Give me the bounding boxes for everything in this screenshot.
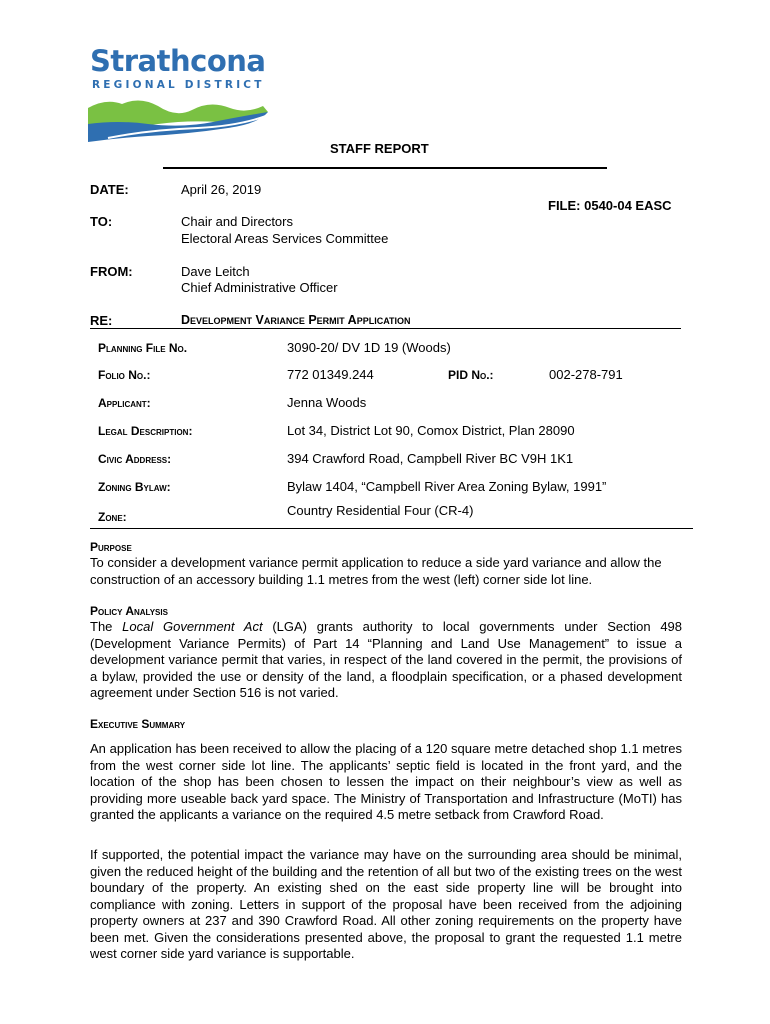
purpose-text: To consider a development variance permit application to reduce a side yard variance and allow the construction of an accessory building 1.1 metres from the west (left) corner side lot line.: [90, 555, 662, 587]
civic-address-value: 394 Crawford Road, Campbell River BC V9H 1K1: [287, 451, 574, 466]
planning-file-value: 3090-20/ DV 1D 19 (Woods): [287, 340, 451, 355]
logo-landscape-graphic: [88, 94, 273, 142]
planning-file-label: Planning File No.: [98, 341, 188, 355]
policy-text-rest: (LGA) grants authority to local governments under Section 498 (Development Variance Permits) of Part 14 “Planning and Land Use Management” to issue a development variance permit that varies, in respect of the land covered in the permit, the provisions of a bylaw, provided the use or density of the land, a floodplain specification, or a phased development agreement under Section 516 is not varied.: [90, 619, 683, 700]
folio-label: Folio No.:: [98, 368, 151, 382]
zone-label: Zone:: [98, 510, 127, 524]
date-label: DATE:: [90, 182, 129, 197]
applicant-label: Applicant:: [98, 396, 151, 410]
organization-logo: [88, 44, 273, 144]
logo-subtitle: REGIONAL DISTRICT: [92, 79, 265, 91]
act-title: Local Government Act: [122, 619, 263, 634]
title-rule: [163, 167, 607, 169]
executive-summary-paragraph-1: An application has been received to allow the placing of a 120 square metre detached shop 1.1 metres from the west corner side lot line. The applicants’ septic field is located in the front yard, and the location of the shop has been chosen to lessen the impact on their neighbour’s view as well as providing more useable back yard space. The Ministry of Transportation and Infrastructure (MoTI) has granted the applicants a variance on the required 4.5 metre setback from Crawford Road.: [90, 741, 682, 822]
folio-value: 772 01349.244: [287, 367, 374, 382]
logo-name: Strathcona: [90, 44, 266, 78]
civic-address-label: Civic Address:: [98, 452, 172, 466]
zoning-bylaw-value: Bylaw 1404, “Campbell River Area Zoning Bylaw, 1991”: [287, 479, 607, 494]
legal-description-value: Lot 34, District Lot 90, Comox District, Plan 28090: [287, 423, 575, 438]
zone-value: Country Residential Four (CR-4): [287, 503, 474, 518]
policy-text-prefix: The: [90, 619, 123, 634]
legal-description-label: Legal Description:: [98, 424, 193, 438]
re-value: Development Variance Permit Application: [181, 313, 411, 327]
pid-label: PID No.:: [448, 368, 494, 382]
to-label: TO:: [90, 214, 113, 229]
from-line-2: Chief Administrative Officer: [181, 280, 338, 295]
policy-heading: Policy Analysis: [90, 604, 168, 618]
pid-value: 002-278-791: [549, 367, 623, 382]
from-label: FROM:: [90, 264, 133, 279]
report-title: STAFF REPORT: [330, 141, 429, 156]
executive-summary-paragraph-2: If supported, the potential impact the variance may have on the surrounding area should be minimal, given the reduced height of the building and the retention of all but two of the existing trees on the west boundary of the property. An existing shed on the east side property line will be brought into compliance with zoning. Letters in support of the proposal have been received from the adjoining property owners at 237 and 390 Crawford Road. All other zoning requirements on the property have been met. Given the considerations presented above, the proposal to grant the requested 1.1 metre west corner side yard variance is supportable.: [90, 847, 682, 961]
policy-text: [90, 619, 682, 702]
zoning-bylaw-label: Zoning Bylaw:: [98, 480, 171, 494]
applicant-value: Jenna Woods: [287, 395, 367, 410]
executive-summary-heading: Executive Summary: [90, 717, 186, 731]
file-number: FILE: 0540-04 EASC: [548, 198, 672, 213]
to-line-1: Chair and Directors: [181, 214, 293, 229]
re-label: RE:: [90, 313, 113, 328]
date-value: April 26, 2019: [181, 182, 262, 197]
purpose-heading: Purpose: [90, 540, 132, 554]
to-line-2: Electoral Areas Services Committee: [181, 231, 389, 246]
from-line-1: Dave Leitch: [181, 264, 250, 279]
details-rule: [90, 528, 693, 529]
re-rule: [90, 328, 681, 329]
